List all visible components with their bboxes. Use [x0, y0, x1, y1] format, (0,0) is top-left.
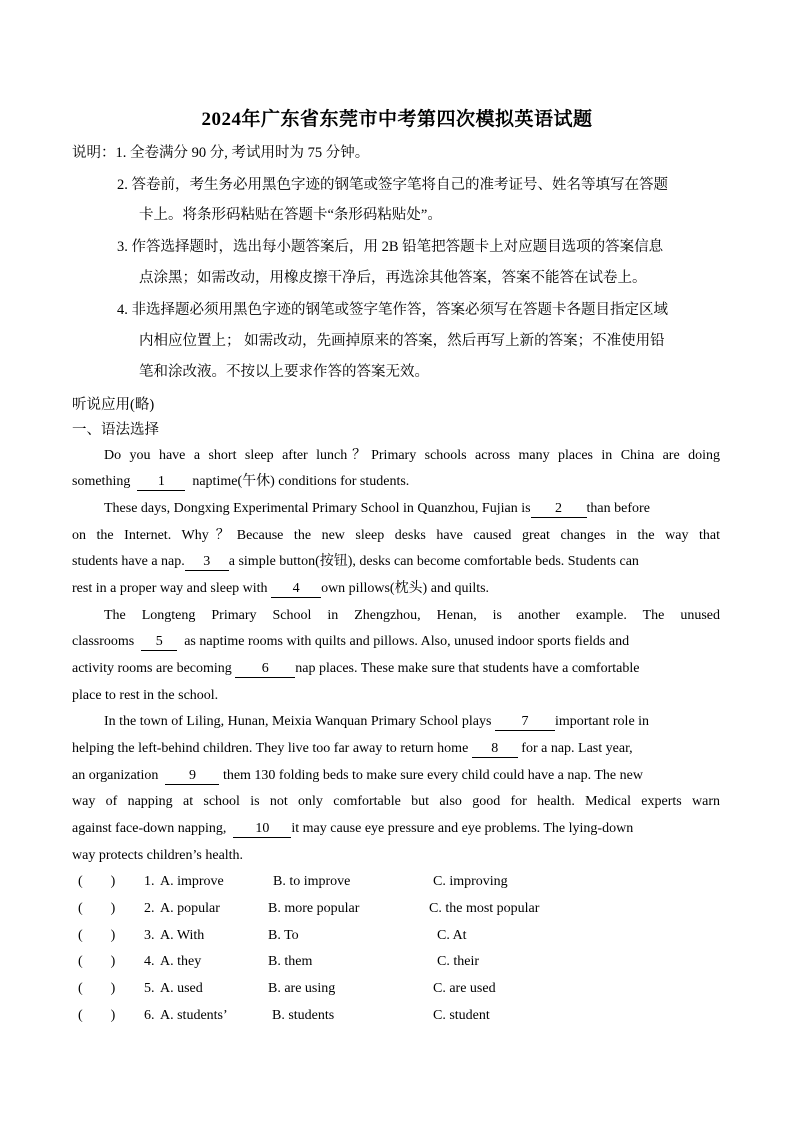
- section-grammar: 一、语法选择: [72, 422, 159, 438]
- item-number: 2.: [117, 177, 128, 193]
- option-a[interactable]: A. they: [160, 954, 202, 969]
- passage-line: an organization 9 them 130 folding beds to make sure every child could have a nap. The new: [72, 768, 643, 783]
- question-number: 2.: [144, 901, 155, 916]
- blank-1: 1: [137, 474, 185, 491]
- option-c[interactable]: C. are used: [433, 981, 496, 996]
- option-b[interactable]: B. are using: [268, 981, 336, 996]
- option-b[interactable]: B. more popular: [268, 901, 360, 916]
- blank-8: 8: [472, 741, 518, 758]
- instructions-item-2: [117, 175, 668, 195]
- item-text: 全卷满分 90 分, 考试用时为 75 分钟。: [130, 145, 370, 161]
- answer-bracket[interactable]: ( ): [78, 954, 116, 969]
- blank-10: 10: [233, 821, 291, 838]
- instructions-item-3: [117, 237, 663, 257]
- blank-5: 5: [141, 634, 177, 651]
- blank-4: 4: [271, 581, 321, 598]
- passage-line: students have a nap. 3 a simple button(按钮), desks can become comfortable beds. Students can: [72, 554, 639, 569]
- blank-2: 2: [531, 501, 587, 518]
- option-c[interactable]: C. improving: [433, 874, 508, 889]
- instructions-label: 说明：: [72, 145, 116, 161]
- option-a[interactable]: A. used: [160, 981, 203, 996]
- passage-line: place to rest in the school.: [72, 688, 219, 703]
- option-a[interactable]: A. students’: [160, 1008, 228, 1023]
- passage-line: The Longteng Primary School in Zhengzhou, Henan, is another example. The unused: [104, 608, 720, 623]
- instructions-item-4: [117, 300, 668, 320]
- passage-line: rest in a proper way and sleep with 4 own pillows(枕头) and quilts.: [72, 581, 490, 596]
- item-text-continued: 内相应位置上； 如需改动，先画掉原来的答案，然后再写上新的答案；不准使用铅: [139, 333, 665, 349]
- passage-line: Do you have a short sleep after lunch？Primary schools across many places in China are doing: [104, 448, 720, 463]
- item-text: 非选择题必须用黑色字迹的钢笔或签字笔作答，答案必须写在答题卡各题目指定区域: [131, 302, 668, 318]
- item-text-continued: 点涂黑；如需改动，用橡皮擦干净后，再选涂其他答案，答案不能答在试卷上。: [139, 270, 647, 286]
- item-text: 作答选择题时，选出每小题答案后，用 2B 铅笔把答题卡上对应题目选项的答案信息: [131, 239, 664, 255]
- option-c[interactable]: C. the most popular: [429, 901, 540, 916]
- blank-7: 7: [495, 714, 555, 731]
- page-title: 2024年广东省东莞市中考第四次模拟英语试题: [201, 109, 593, 130]
- blank-9: 9: [165, 768, 219, 785]
- passage-line: way protects children’s health.: [72, 848, 244, 863]
- question-number: 3.: [144, 928, 155, 943]
- option-a[interactable]: A. popular: [160, 901, 220, 916]
- answer-bracket[interactable]: ( ): [78, 1008, 116, 1023]
- option-c[interactable]: C. student: [433, 1008, 490, 1023]
- option-c[interactable]: C. their: [437, 954, 479, 969]
- item-number: 4.: [117, 302, 128, 318]
- instructions-item-1: [72, 143, 369, 163]
- question-number: 6.: [144, 1008, 155, 1023]
- option-b[interactable]: B. To: [268, 928, 299, 943]
- option-b[interactable]: B. to improve: [273, 874, 351, 889]
- passage-line: on the Internet. Why？Because the new sleep desks have caused great changes in the way that: [72, 528, 720, 543]
- item-text-continued: 笔和涂改液。不按以上要求作答的答案无效。: [139, 364, 429, 380]
- question-number: 5.: [144, 981, 155, 996]
- passage-line: These days, Dongxing Experimental Primary School in Quanzhou, Fujian is 2 than before: [104, 501, 650, 516]
- option-b[interactable]: B. them: [268, 954, 313, 969]
- item-text-continued: 卡上。将条形码粘贴在答题卡“条形码粘贴处”。: [139, 207, 442, 223]
- answer-bracket[interactable]: ( ): [78, 981, 116, 996]
- option-b[interactable]: B. students: [272, 1008, 335, 1023]
- passage-line: against face-down napping, 10 it may cause eye pressure and eye problems. The lying-down: [72, 821, 634, 836]
- question-number: 4.: [144, 954, 155, 969]
- passage-line: helping the left-behind children. They live too far away to return home 8 for a nap. Last year,: [72, 741, 633, 756]
- item-number: 1.: [115, 145, 127, 161]
- answer-bracket[interactable]: ( ): [78, 874, 116, 889]
- passage-line: way of napping at school is not only comfortable but also good for health. Medical experts warn: [72, 794, 720, 809]
- passage-line: something 1 naptime(午休) conditions for students.: [72, 474, 410, 489]
- item-number: 3.: [117, 239, 128, 255]
- option-c[interactable]: C. At: [437, 928, 467, 943]
- blank-6: 6: [235, 661, 295, 678]
- item-text: 答卷前，考生务必用黑色字迹的钢笔或签字笔将自己的准考证号、姓名等填写在答题: [131, 177, 668, 193]
- question-number: 1.: [144, 874, 155, 889]
- section-listening: 听说应用(略): [72, 397, 155, 413]
- passage-line: classrooms 5 as naptime rooms with quilts and pillows. Also, unused indoor sports fields and: [72, 634, 630, 649]
- passage-line: In the town of Liling, Hunan, Meixia Wanquan Primary School plays 7 important role in: [104, 714, 650, 729]
- passage-line: activity rooms are becoming 6 nap places. These make sure that students have a comfortable: [72, 661, 640, 676]
- answer-bracket[interactable]: ( ): [78, 928, 116, 943]
- option-a[interactable]: A. improve: [160, 874, 224, 889]
- option-a[interactable]: A. With: [160, 928, 205, 943]
- answer-bracket[interactable]: ( ): [78, 901, 116, 916]
- blank-3: 3: [185, 554, 229, 571]
